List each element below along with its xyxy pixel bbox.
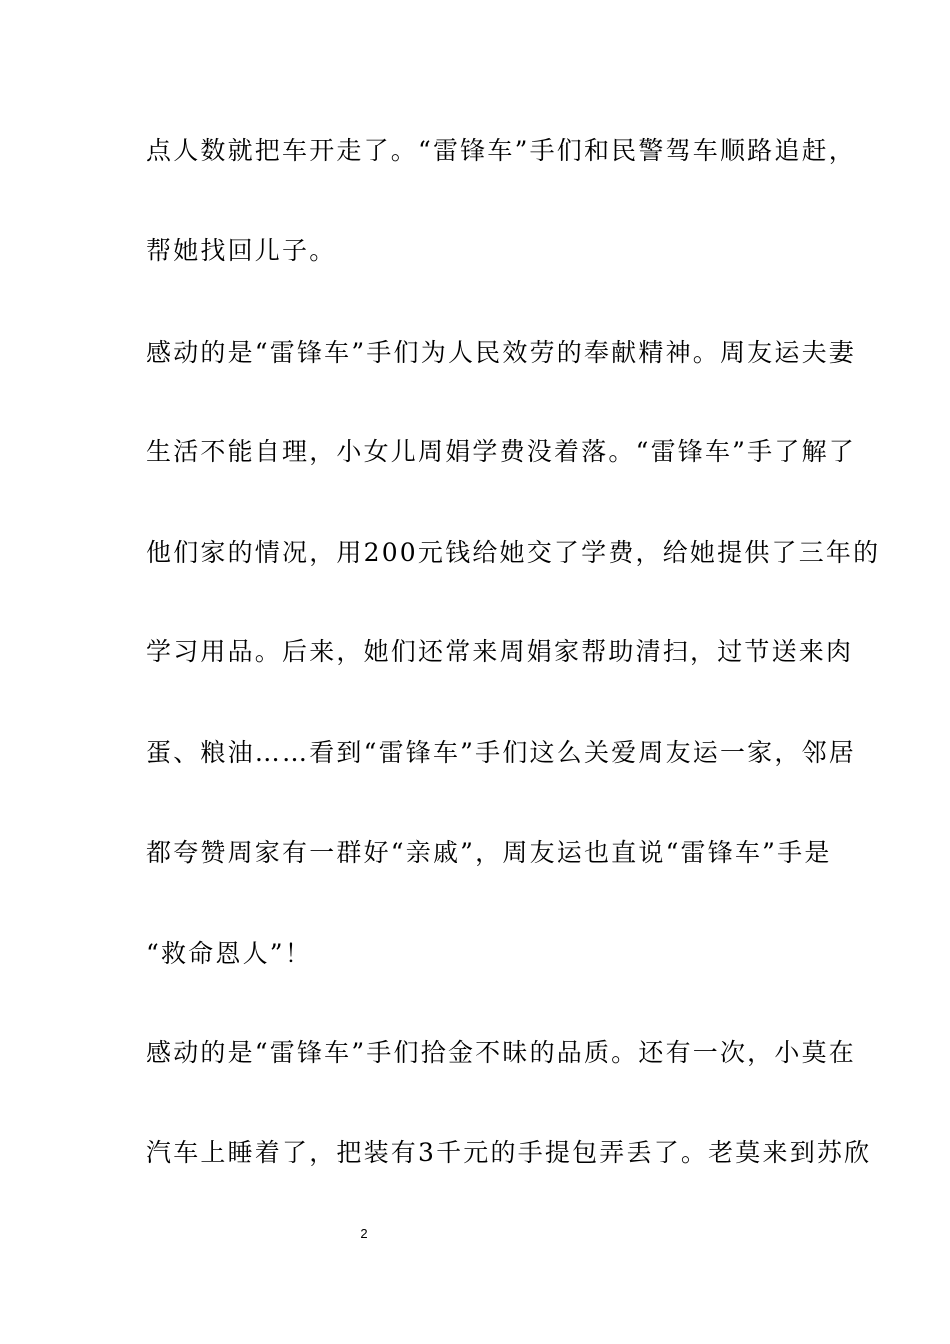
text-line: 都夸赞周家有一群好“亲戚”，周友运也直说“雷锋车”手是	[146, 838, 832, 867]
text-line: 蛋、粮油……看到“雷锋车”手们这么关爱周友运一家，邻居	[146, 738, 856, 767]
text-line: 感动的是“雷锋车”手们为人民效劳的奉献精神。周友运夫妻	[146, 338, 856, 367]
text-line: 点人数就把车开走了。“雷锋车”手们和民警驾车顺路追赶，	[146, 136, 856, 165]
text-line: 汽车上睡着了，把装有3千元的手提包弄丢了。老莫来到苏欣	[146, 1138, 872, 1167]
text-line: “救命恩人”！	[146, 939, 312, 968]
text-line: 感动的是“雷锋车”手们拾金不昧的品质。还有一次，小莫在	[146, 1038, 856, 1067]
text-line: 学习用品。后来，她们还常来周娟家帮助清扫，过节送来肉	[146, 637, 854, 666]
text-line: 生活不能自理，小女儿周娟学费没着落。“雷锋车”手了解了	[146, 437, 856, 466]
text-line: 他们家的情况，用200元钱给她交了学费，给她提供了三年的	[146, 538, 881, 567]
page-number: 2	[360, 1226, 368, 1241]
text-line: 帮她找回儿子。	[146, 236, 337, 265]
